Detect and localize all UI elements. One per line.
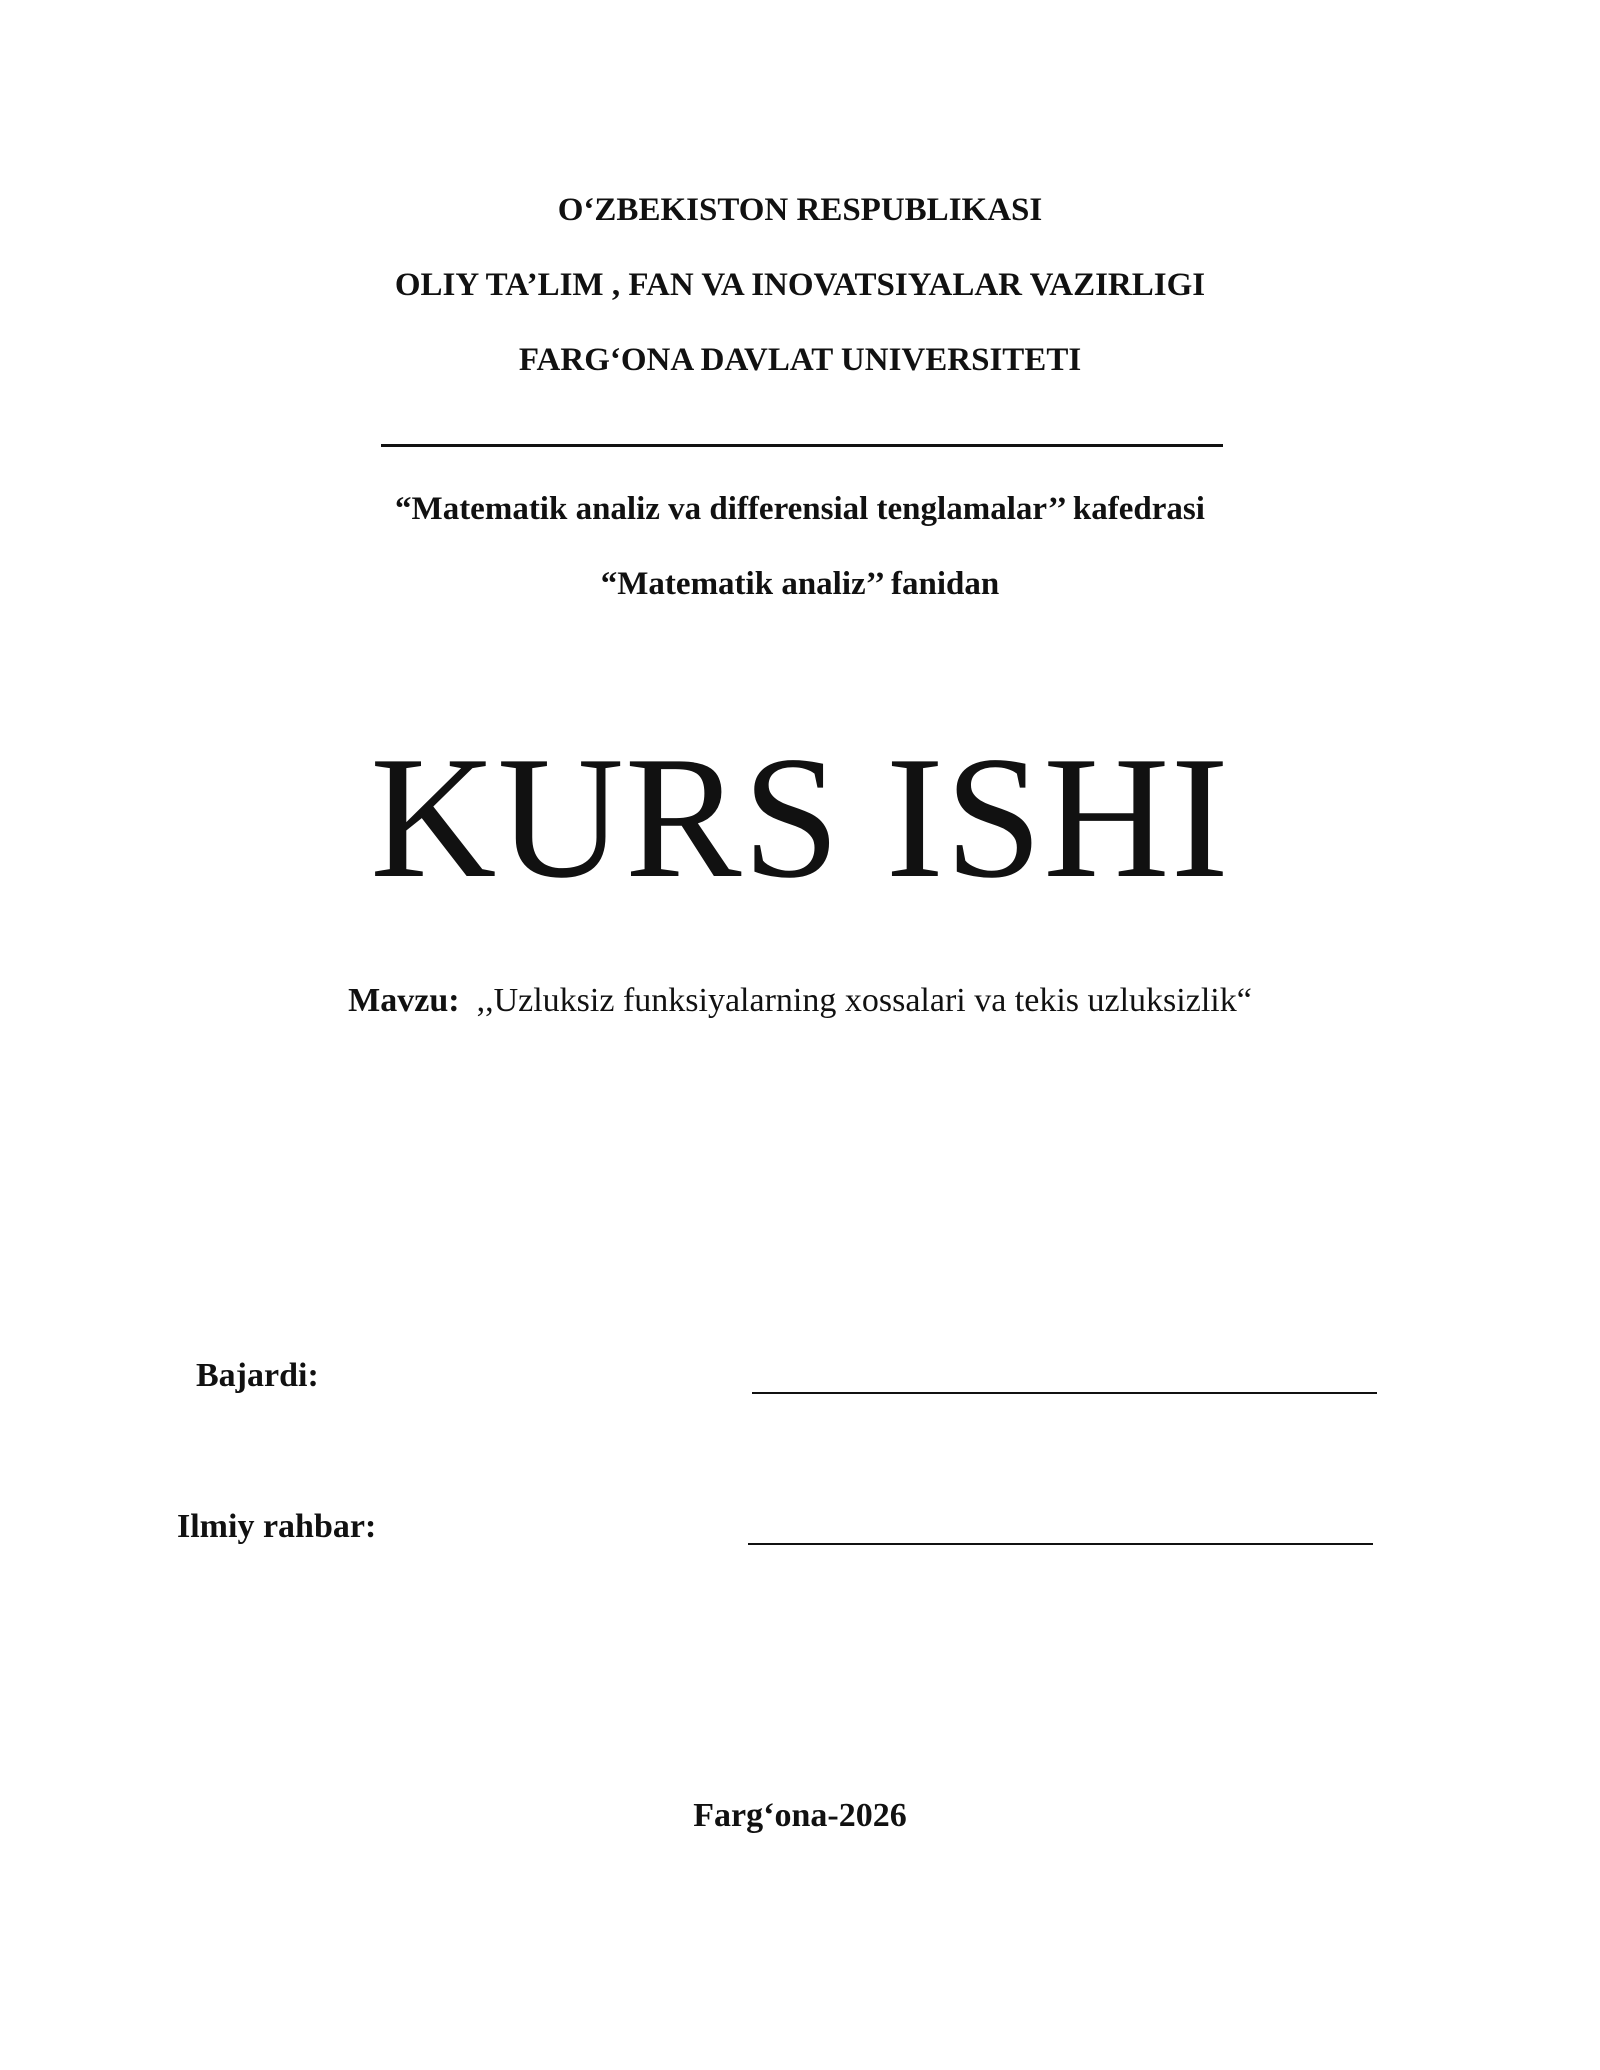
- topic-label: Mavzu:: [348, 982, 460, 1019]
- topic-line: [0, 980, 1600, 1022]
- header-university: FARG‘ONA DAVLAT UNIVERSITETI: [518, 342, 1082, 378]
- document-title: KURS ISHI: [370, 720, 1230, 914]
- topic-text: ,,Uzluksiz funksiyalarning xossalari va tekis uzluksizlik“: [476, 982, 1252, 1019]
- header-divider: [381, 444, 1223, 447]
- supervisor-label: Ilmiy rahbar:: [177, 1508, 377, 1545]
- place-year: Farg‘ona-2026: [693, 1797, 907, 1834]
- performer-label: Bajardi:: [196, 1357, 319, 1394]
- header-ministry: OLIY TA’LIM , FAN VA INOVATSIYALAR VAZIRLIGI: [394, 267, 1206, 303]
- header-country: O‘ZBEKISTON RESPUBLIKASI: [557, 192, 1043, 228]
- subject-name: “Matematik analiz’’ fanidan: [600, 566, 1000, 602]
- department-name: “Matematik analiz va differensial tenglamalar’’ kafedrasi: [395, 491, 1205, 527]
- supervisor-signature-line: [748, 1543, 1373, 1545]
- performer-signature-line: [752, 1392, 1377, 1394]
